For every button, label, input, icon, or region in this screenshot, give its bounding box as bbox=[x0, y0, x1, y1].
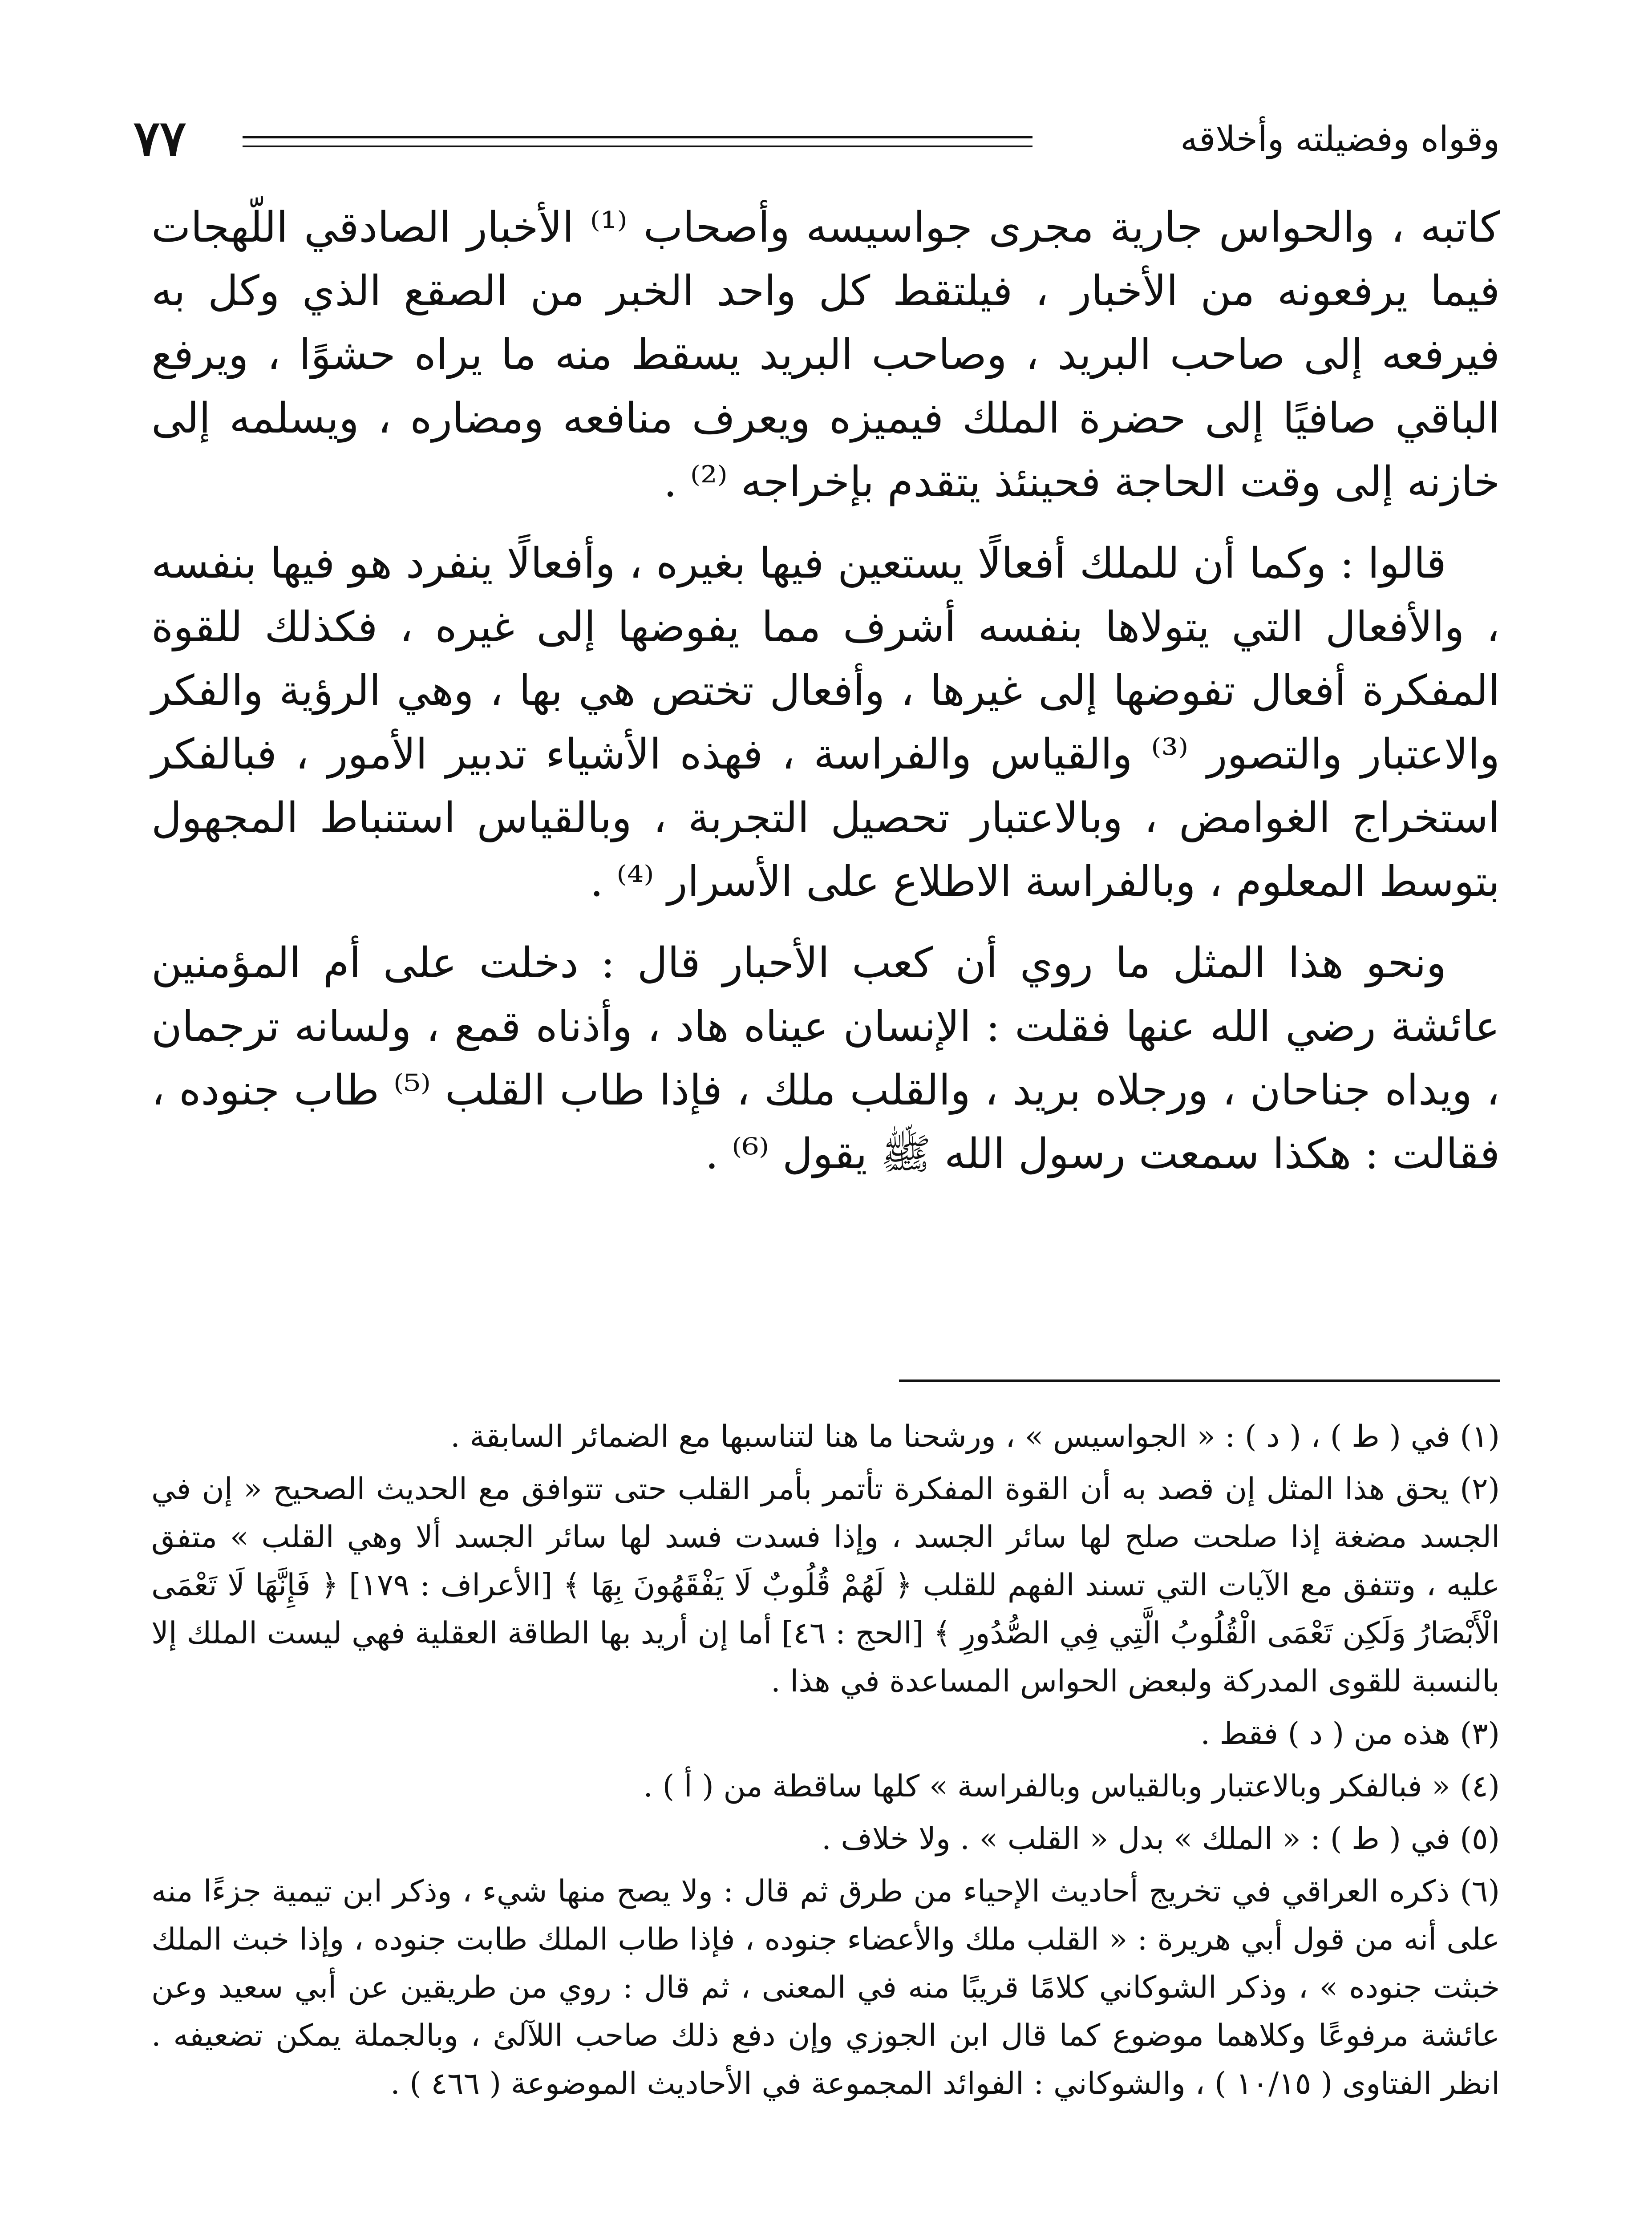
paragraph-2: قالوا : وكما أن للملك أفعالًا يستعين فيها بغيره ، وأفعالًا ينفرد هو فيها بنفسه ، والأفعال التي يتولاها بنفسه أشرف مما يفوضها إلى غيره ، فكذلك للقوة المفكرة أفعال تفوضها إلى غيرها ، وأفعال تختص هي بها ، وهي الرؤية والفكر والاعتبار والتصور ⁽³⁾ والقياس والفراسة ، فهذه الأشياء تدبير الأمور ، فبالفكر استخراج الغوامض ، وبالاعتبار تحصيل التجربة ، وبالقياس استنباط المجهول بتوسط المعلوم ، وبالفراسة الاطلاع على الأسرار ⁽⁴⁾ . bbox=[151, 539, 1500, 906]
footnote-5: (٥) في ( ط ) : « الملك » بدل « القلب » . ولا خلاف . bbox=[822, 1821, 1500, 1857]
footnote-4: (٤) « فبالفكر وبالاعتبار وبالقياس وبالفراسة » كلها ساقطة من ( أ ) . bbox=[643, 1769, 1500, 1804]
footnote-1: (١) في ( ط ) ، ( د ) : « الجواسيس » ، ورشحنا ما هنا لتناسبها مع الضمائر السابقة . bbox=[450, 1419, 1500, 1454]
main-text bbox=[151, 196, 1500, 1204]
footnote-separator bbox=[899, 1380, 1500, 1382]
paragraph-1: كاتبه ، والحواس جارية مجرى جواسيسه وأصحاب ⁽¹⁾ الأخبار الصادقي اللّهجات فيما يرفعونه من الأخبار ، فيلتقط كل واحد الخبر من الصقع الذي وكل به فيرفعه إلى صاحب البريد ، وصاحب البريد يسقط منه ما يراه حشوًا ، ويرفع الباقي صافيًا إلى حضرة الملك فيميزه ويعرف منافعه ومضاره ، ويسلمه إلى خازنه إلى وقت الحاجة فحينئذ يتقدم بإخراجه ⁽²⁾ . bbox=[151, 203, 1500, 506]
page-number: ٧٧ bbox=[134, 109, 186, 167]
footnote-6: (٦) ذكره العراقي في تخريج أحاديث الإحياء من طرق ثم قال : ولا يصح منها شيء ، وذكر ابن تيمية جزءًا منه على أنه من قول أبي هريرة : « القلب ملك والأعضاء جنوده ، فإذا طاب الملك طابت جنوده ، وإذا خبث الملك خبثت جنوده » ، وذكر الشوكاني كلامًا قريبًا منه في المعنى ، ثم قال : روي من طريقين عن أبي سعيد وعن عائشة مرفوعًا وكلاهما موضوع كما قال ابن الجوزي وإن دفع ذلك صاحب اللآلئ ، وبالجملة يمكن تضعيفه . انظر الفتاوى ( ١٠/١٥ ) ، والشوكاني : الفوائد المجموعة في الأحاديث الموضوعة ( ٤٦٦ ) . bbox=[151, 1874, 1500, 2101]
footnotes bbox=[151, 1413, 1500, 2108]
running-header bbox=[134, 109, 1500, 173]
footnote-3: (٣) هذه من ( د ) فقط . bbox=[1200, 1716, 1500, 1752]
header-rule bbox=[243, 136, 1032, 147]
header-title: وقواه وفضيلته وأخلاقه bbox=[1180, 119, 1500, 159]
footnote-2: (٢) يحق هذا المثل إن قصد به أن القوة المفكرة تأتمر بأمر القلب حتى تتوافق مع الحديث الصحيح « إن في الجسد مضغة إذا صلحت صلح لها سائر الجسد ، وإذا فسدت فسد لها سائر الجسد ألا وهي القلب » متفق عليه ، وتتفق مع الآيات التي تسند الفهم للقلب ﴿ لَهُمْ قُلُوبٌ لَا يَفْقَهُونَ بِهَا ﴾ [الأعراف : ١٧٩] ﴿ فَإِنَّهَا لَا تَعْمَى الْأَبْصَارُ وَلَكِن تَعْمَى الْقُلُوبُ الَّتِي فِي الصُّدُورِ ﴾ [الحج : ٤٦] أما إن أريد بها الطاقة العقلية فهي ليست الملك إلا بالنسبة للقوى المدركة ولبعض الحواس المساعدة في هذا . bbox=[151, 1472, 1500, 1699]
paragraph-3: ونحو هذا المثل ما روي أن كعب الأحبار قال : دخلت على أم المؤمنين عائشة رضي الله عنها فقلت : الإنسان عيناه هاد ، وأذناه قمع ، ولسانه ترجمان ، ويداه جناحان ، ورجلاه بريد ، والقلب ملك ، فإذا طاب القلب ⁽⁵⁾ طاب جنوده ، فقالت : هكذا سمعت رسول الله ﷺ يقول ⁽⁶⁾ . bbox=[151, 939, 1500, 1178]
